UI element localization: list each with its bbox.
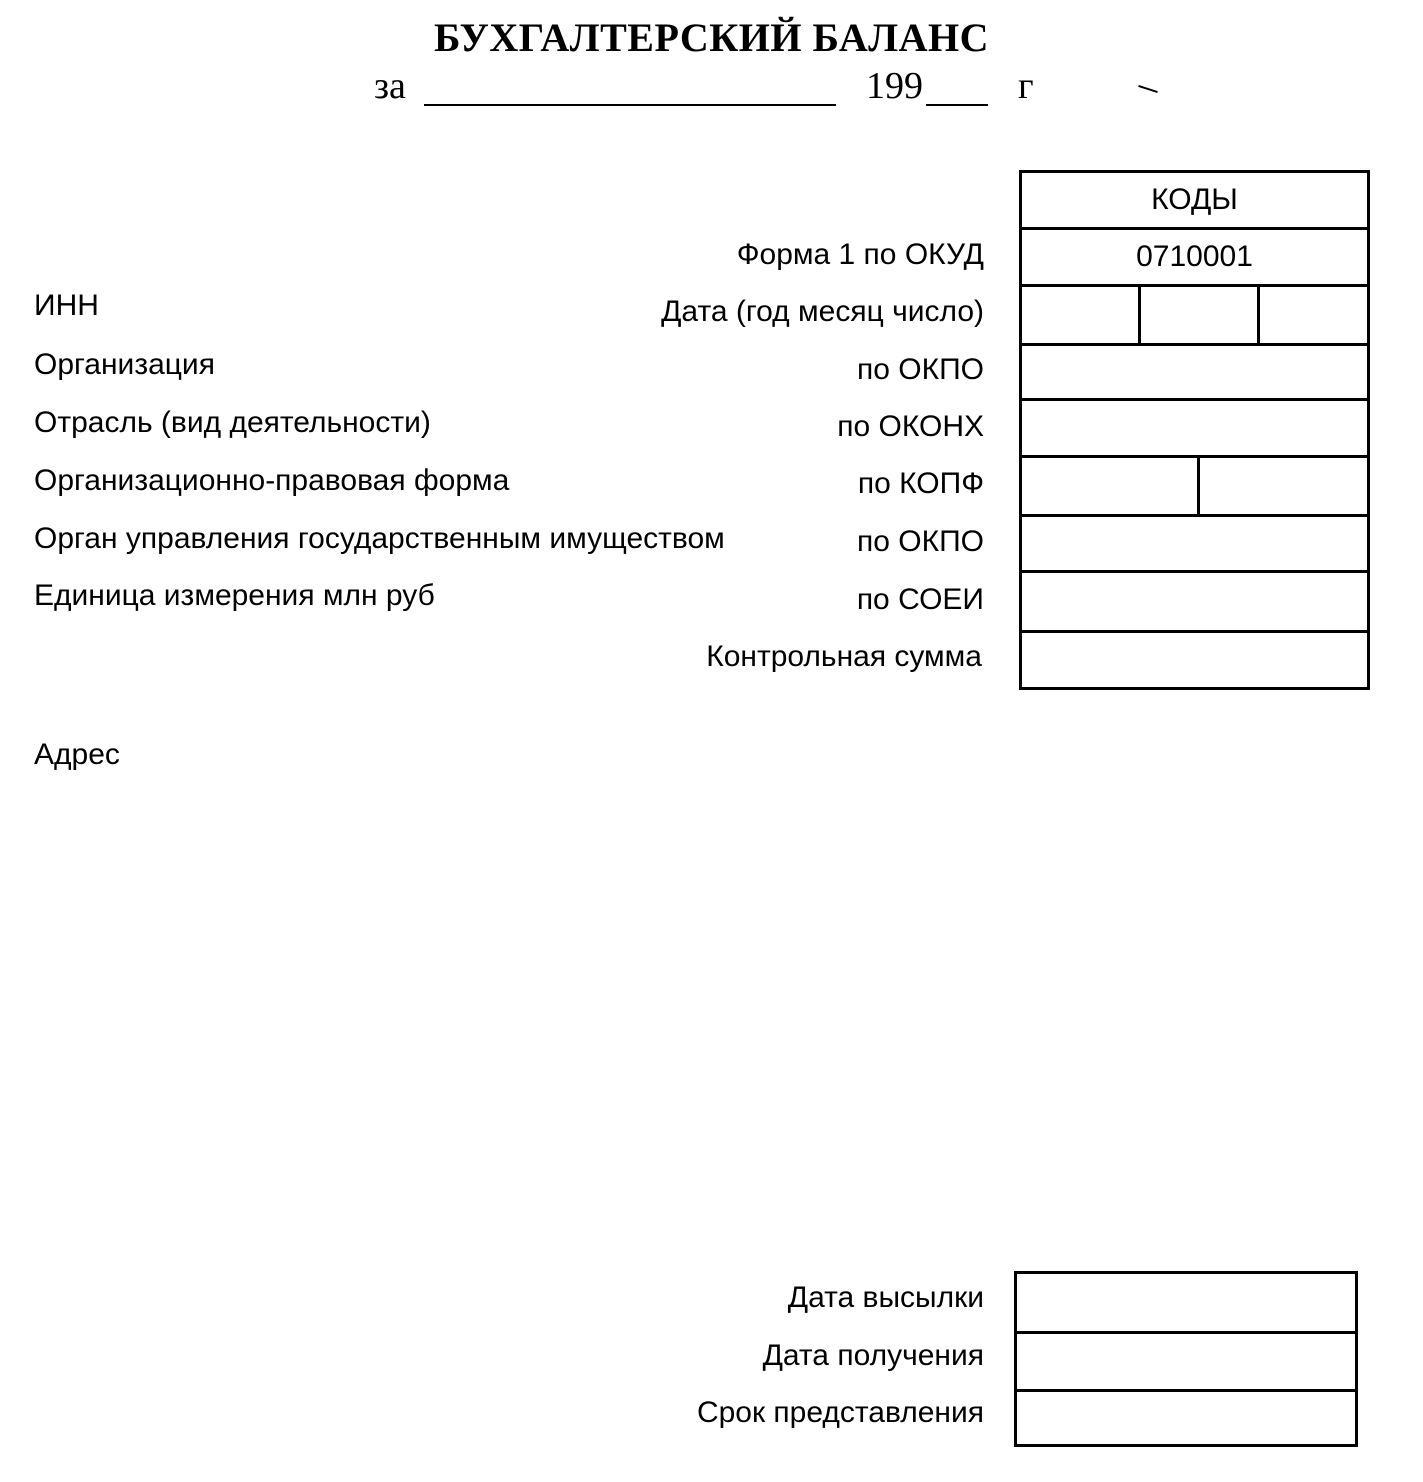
year-blank[interactable] — [926, 104, 988, 106]
date-row — [1022, 284, 1367, 343]
date-year-cell[interactable] — [1022, 287, 1138, 343]
send-date-row — [1017, 1274, 1355, 1331]
period-line — [0, 64, 1423, 110]
field-unit-of-measure: Единица измерения млн руб — [34, 579, 435, 612]
year-prefix: 199 — [866, 65, 923, 107]
checksum-cell[interactable] — [1022, 633, 1367, 687]
okud-row — [1022, 227, 1367, 284]
soei-cell[interactable] — [1022, 573, 1367, 630]
codes-table — [1019, 170, 1370, 690]
period-blank[interactable] — [424, 104, 836, 106]
date-month-cell[interactable] — [1138, 287, 1257, 343]
label-soei: по СОЕИ — [856, 583, 984, 616]
checksum-row — [1022, 630, 1367, 687]
soei-row — [1022, 570, 1367, 630]
field-address: Адрес — [34, 738, 120, 771]
label-okonh: по ОКОНХ — [837, 410, 984, 443]
label-okud: Форма 1 по ОКУД — [736, 238, 984, 271]
send-date-cell[interactable] — [1017, 1274, 1355, 1331]
field-legal-form: Организационно-правовая форма — [34, 464, 510, 497]
field-organization: Организация — [34, 348, 215, 381]
okpo-row — [1022, 343, 1367, 398]
okpo-authority-row — [1022, 514, 1367, 570]
due-date-row — [1017, 1389, 1355, 1444]
okonh-row — [1022, 398, 1367, 455]
due-date-cell[interactable] — [1017, 1392, 1355, 1444]
document-title: БУХГАЛТЕРСКИЙ БАЛАНС — [434, 15, 989, 60]
okud-value: 0710001 — [1136, 240, 1253, 273]
label-checksum: Контрольная сумма — [706, 640, 982, 673]
label-receive-date: Дата получения — [762, 1339, 984, 1372]
label-due-date: Срок представления — [696, 1396, 984, 1429]
label-date: Дата (год месяц число) — [661, 295, 984, 328]
field-industry: Отрасль (вид деятельности) — [34, 406, 431, 439]
submission-table — [1014, 1271, 1358, 1447]
codes-header: КОДЫ — [1151, 183, 1238, 216]
okpo-authority-cell[interactable] — [1022, 517, 1367, 570]
label-kopf: по КОПФ — [857, 467, 984, 500]
okonh-cell[interactable] — [1022, 401, 1367, 455]
kopf-cell-2[interactable] — [1197, 458, 1367, 514]
kopf-row — [1022, 455, 1367, 514]
okpo-cell[interactable] — [1022, 346, 1367, 398]
year-suffix: г — [1018, 65, 1034, 107]
date-day-cell[interactable] — [1257, 287, 1367, 343]
label-send-date: Дата высылки — [787, 1281, 984, 1314]
field-state-property-authority: Орган управления государственным имуществом — [34, 522, 725, 555]
receive-date-cell[interactable] — [1017, 1334, 1355, 1389]
codes-header-row — [1022, 173, 1367, 227]
period-prefix: за — [374, 65, 406, 107]
field-inn: ИНН — [34, 289, 99, 322]
kopf-cell-1[interactable] — [1022, 458, 1197, 514]
label-okpo-authority: по ОКПО — [857, 525, 984, 558]
label-okpo: по ОКПО — [857, 353, 984, 386]
receive-date-row — [1017, 1331, 1355, 1389]
